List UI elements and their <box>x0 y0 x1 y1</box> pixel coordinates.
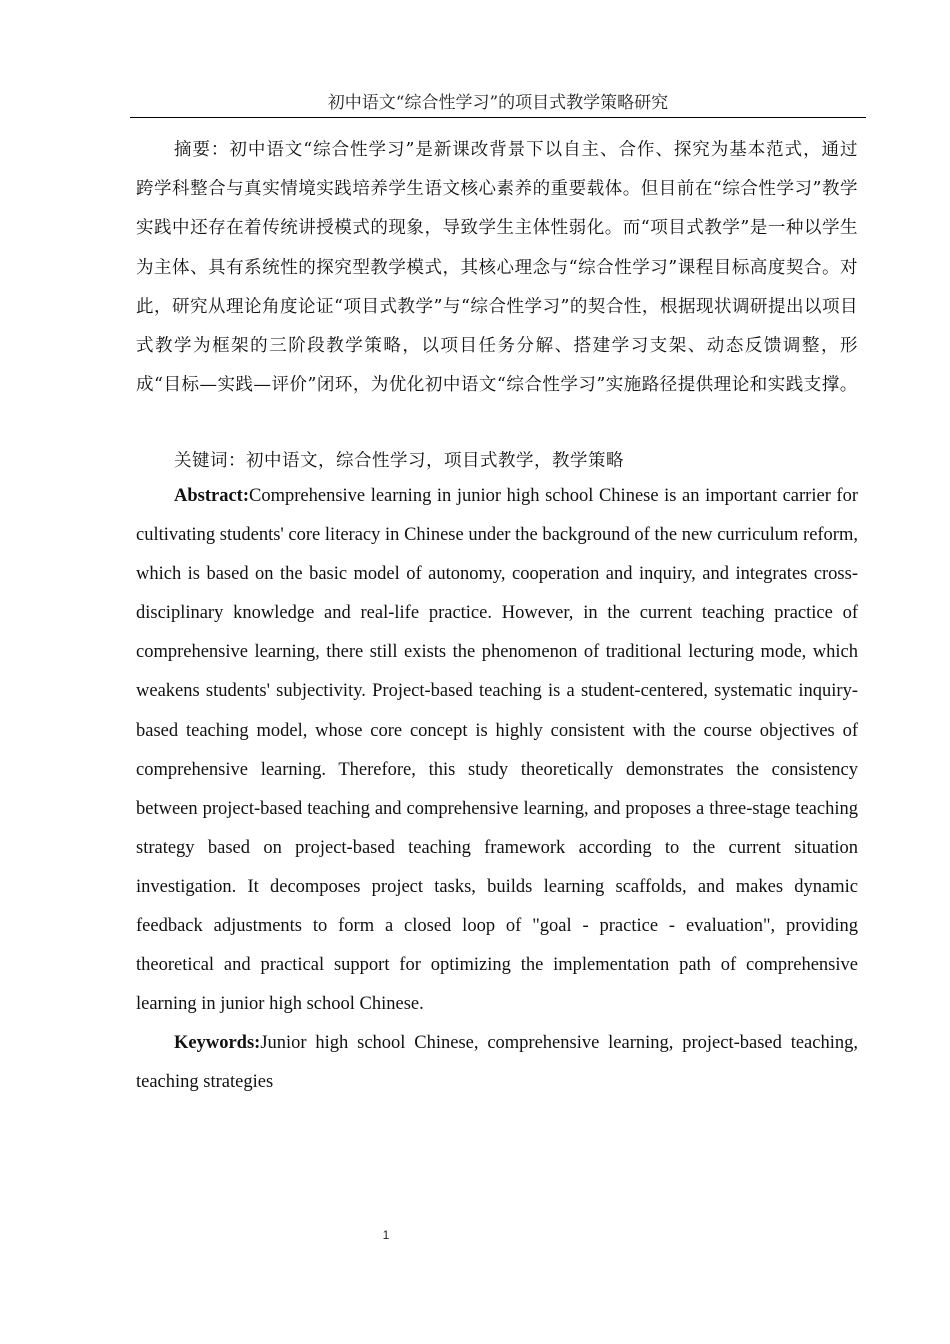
english-keywords-text: Junior high school Chinese, comprehensive learning, project-based teaching, teaching strategies <box>136 1033 858 1093</box>
chinese-keywords-label: 关键词： <box>174 451 246 471</box>
header-divider <box>130 117 866 118</box>
page-number: 1 <box>382 1228 390 1242</box>
english-keywords-label: Keywords: <box>174 1033 261 1053</box>
running-header-title: 初中语文“综合性学习”的项目式教学策略研究 <box>327 93 669 113</box>
chinese-keywords-paragraph <box>136 443 858 479</box>
english-abstract-paragraph <box>136 477 858 1024</box>
english-keywords-paragraph <box>136 1024 858 1102</box>
chinese-abstract-paragraph <box>136 131 858 405</box>
english-abstract-label: Abstract: <box>174 486 250 506</box>
chinese-abstract-label: 摘要： <box>174 140 230 160</box>
english-abstract-text: Comprehensive learning in junior high school Chinese is an important carrier for cultivating students' core literacy in Chinese under the background of the new curriculum reform, which is based on the basic model of autonomy, cooperation and inquiry, and integrates cross-disciplinary knowledge and real-life practice. However, in the current teaching practice of comprehensive learning, there still exists the phenomenon of traditional lecturing mode, which weakens students' subjectivity. Project-based teaching is a student-centered, systematic inquiry-based teaching model, whose core concept is highly consistent with the course objectives of comprehensive learning. Therefore, this study theoretically demonstrates the consistency between project-based teaching and comprehensive learning, and proposes a three-stage teaching strategy based on project-based teaching framework according to the current situation investigation. It decomposes project tasks, builds learning scaffolds, and makes dynamic feedback adjustments to form a closed loop of "goal - practice - evaluation", providing theoretical and practical support for optimizing the implementation path of comprehensive learning in junior high school Chinese. <box>136 486 858 1015</box>
chinese-abstract-text: 初中语文“综合性学习”是新课改背景下以自主、合作、探究为基本范式，通过跨学科整合与真实情境实践培养学生语文核心素养的重要载体。但目前在“综合性学习”教学实践中还存在着传统讲授模式的现象，导致学生主体性弱化。而“项目式教学”是一种以学生为主体、具有系统性的探究型教学模式，其核心理念与“综合性学习”课程目标高度契合。对此，研究从理论角度论证“项目式教学”与“综合性学习”的契合性，根据现状调研提出以项目式教学为框架的三阶段教学策略，以项目任务分解、搭建学习支架、动态反馈调整，形成“目标—实践—评价”闭环，为优化初中语文“综合性学习”实施路径提供理论和实践支撑。 <box>136 140 859 396</box>
chinese-keywords-text: 初中语文，综合性学习，项目式教学，教学策略 <box>246 451 624 471</box>
